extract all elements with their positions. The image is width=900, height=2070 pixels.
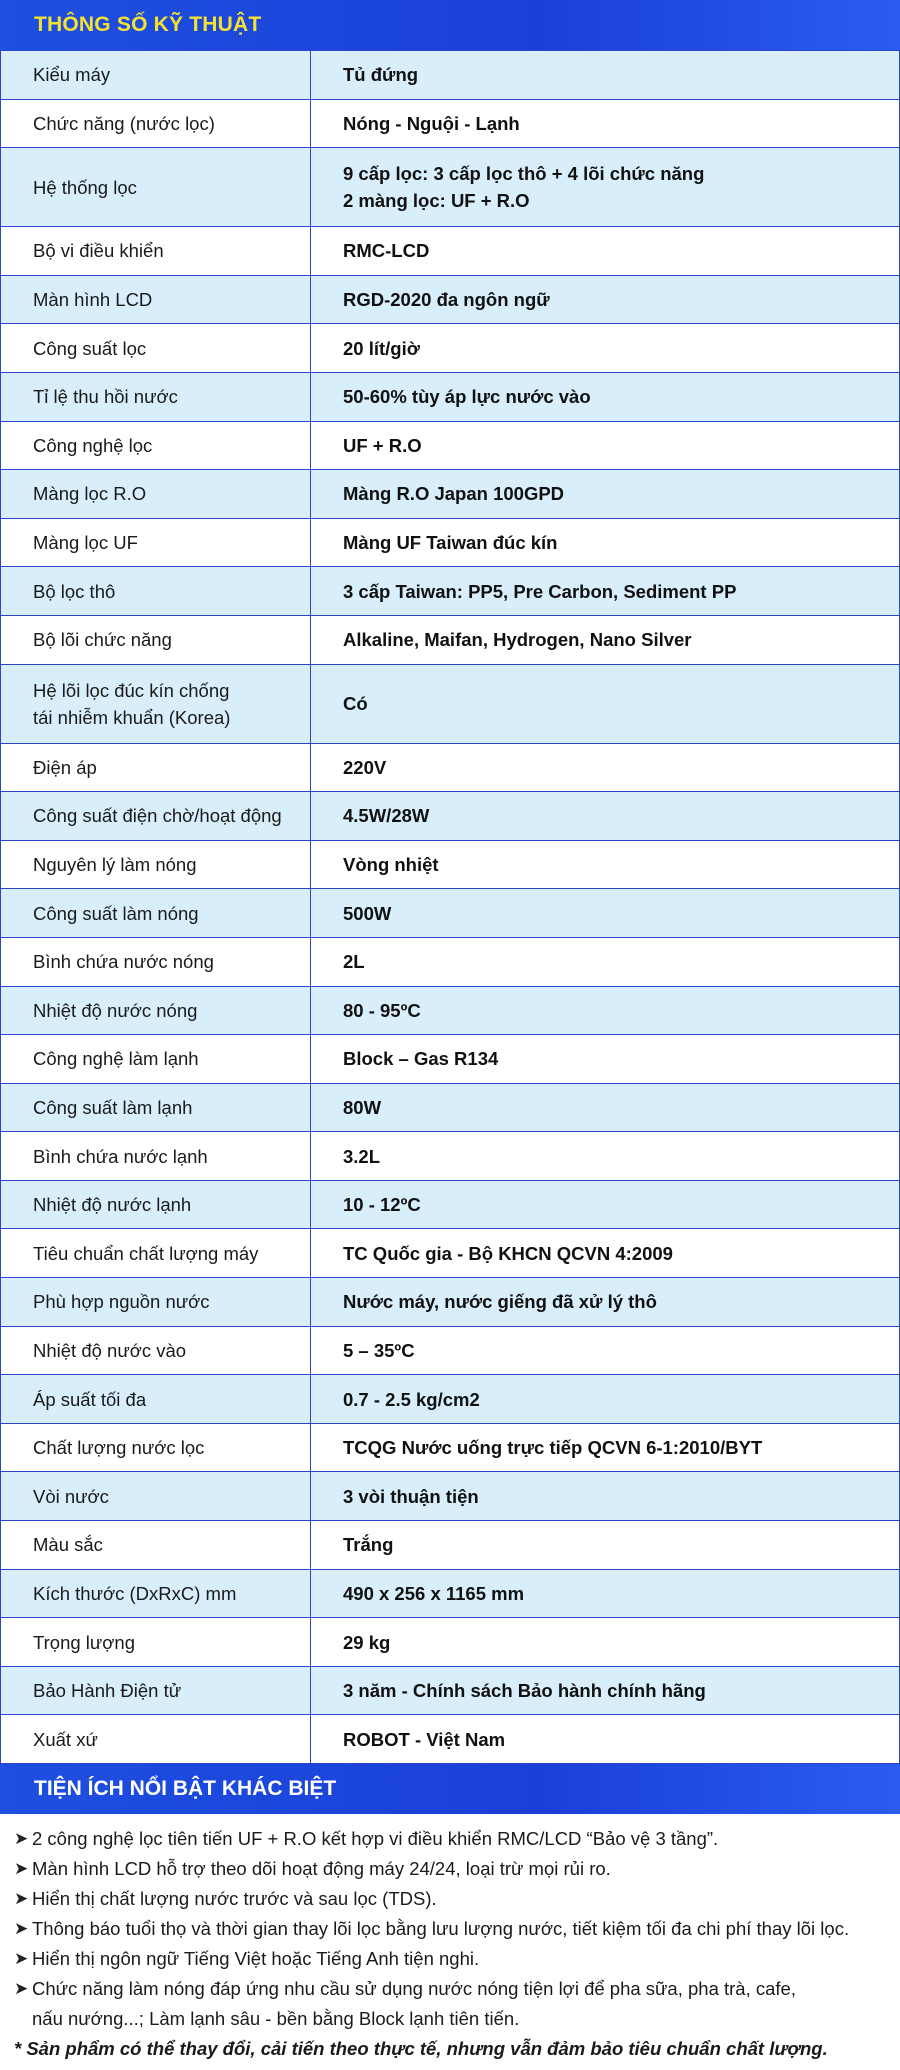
spec-label: Màng lọc UF — [1, 518, 311, 567]
feature-text: Chức năng làm nóng đáp ứng nhu cầu sử dụng nước nóng tiện lợi để pha sữa, pha trà, cafe, — [32, 1978, 796, 1999]
spec-row — [1, 743, 900, 792]
spec-row — [1, 1375, 900, 1424]
spec-label-line: Hệ lõi lọc đúc kín chống — [33, 679, 230, 701]
spec-label: Kiểu máy — [1, 51, 311, 100]
spec-label: Nhiệt độ nước lạnh — [1, 1180, 311, 1229]
spec-value: Có — [311, 664, 900, 743]
spec-value: 500W — [311, 889, 900, 938]
spec-label: Bộ lọc thô — [1, 567, 311, 616]
spec-value: Nước máy, nước giếng đã xử lý thô — [311, 1278, 900, 1327]
disclaimer-note: * Sản phẩm có thể thay đổi, cải tiến theo thực tế, nhưng vẫn đảm bảo tiêu chuẩn chất lượng. — [14, 2038, 828, 2059]
spec-row — [1, 518, 900, 567]
spec-value: Màng R.O Japan 100GPD — [311, 470, 900, 519]
spec-value: 4.5W/28W — [311, 792, 900, 841]
spec-value: Block – Gas R134 — [311, 1035, 900, 1084]
spec-label: Điện áp — [1, 743, 311, 792]
bullet-arrow-icon: ➤ — [14, 1889, 29, 1908]
spec-row — [1, 1229, 900, 1278]
spec-value: 2L — [311, 937, 900, 986]
feature-item — [14, 1974, 886, 2004]
spec-label: Áp suất tối đa — [1, 1375, 311, 1424]
spec-row — [1, 324, 900, 373]
spec-value: 3 vòi thuận tiện — [311, 1472, 900, 1521]
spec-row — [1, 1132, 900, 1181]
spec-value-line: 9 cấp lọc: 3 cấp lọc thô + 4 lõi chức năng — [343, 163, 705, 185]
spec-row — [1, 937, 900, 986]
feature-item — [14, 1854, 886, 1884]
spec-value: 5 – 35ºC — [311, 1326, 900, 1375]
spec-row — [1, 227, 900, 276]
spec-row — [1, 1326, 900, 1375]
spec-row — [1, 421, 900, 470]
spec-value: 80 - 95ºC — [311, 986, 900, 1035]
spec-table-body — [1, 51, 900, 1764]
spec-value: TCQG Nước uống trực tiếp QCVN 6-1:2010/BYT — [311, 1423, 900, 1472]
spec-value: 0.7 - 2.5 kg/cm2 — [311, 1375, 900, 1424]
feature-text: Hiển thị ngôn ngữ Tiếng Việt hoặc Tiếng Anh tiện nghi. — [32, 1948, 480, 1969]
spec-row — [1, 1618, 900, 1667]
spec-value: 490 x 256 x 1165 mm — [311, 1569, 900, 1618]
feature-text: Màn hình LCD hỗ trợ theo dõi hoạt động máy 24/24, loại trừ mọi rủi ro. — [32, 1858, 611, 1879]
spec-label: Nhiệt độ nước nóng — [1, 986, 311, 1035]
spec-row — [1, 792, 900, 841]
bullet-arrow-icon: ➤ — [14, 1949, 29, 1968]
bullet-arrow-icon: ➤ — [14, 1859, 29, 1878]
spec-label: Bình chứa nước lạnh — [1, 1132, 311, 1181]
feature-item — [14, 1914, 886, 1944]
spec-table — [0, 50, 900, 1764]
spec-row — [1, 1278, 900, 1327]
spec-row — [1, 986, 900, 1035]
spec-value: Nóng - Nguội - Lạnh — [311, 99, 900, 148]
spec-row — [1, 840, 900, 889]
spec-label — [1, 664, 311, 743]
features-section-title: TIỆN ÍCH NỔI BẬT KHÁC BIỆT — [0, 1764, 900, 1814]
spec-label: Công suất làm nóng — [1, 889, 311, 938]
spec-value: 3 cấp Taiwan: PP5, Pre Carbon, Sediment PP — [311, 567, 900, 616]
feature-item — [14, 1884, 886, 1914]
spec-value: Tủ đứng — [311, 51, 900, 100]
spec-row — [1, 1423, 900, 1472]
spec-label: Bình chứa nước nóng — [1, 937, 311, 986]
spec-row — [1, 664, 900, 743]
spec-label: Nhiệt độ nước vào — [1, 1326, 311, 1375]
spec-row — [1, 567, 900, 616]
feature-text: Thông báo tuổi thọ và thời gian thay lõi lọc bằng lưu lượng nước, tiết kiệm tối đa chi phí thay lõi lọc. — [32, 1918, 850, 1939]
bullet-arrow-icon: ➤ — [14, 1919, 29, 1938]
spec-label: Công suất làm lạnh — [1, 1083, 311, 1132]
spec-value: ROBOT - Việt Nam — [311, 1715, 900, 1764]
spec-label: Công suất điện chờ/hoạt động — [1, 792, 311, 841]
spec-row — [1, 1715, 900, 1764]
spec-row — [1, 1521, 900, 1570]
spec-value: 10 - 12ºC — [311, 1180, 900, 1229]
feature-text: 2 công nghệ lọc tiên tiến UF + R.O kết hợp vi điều khiển RMC/LCD “Bảo vệ 3 tầng”. — [32, 1828, 719, 1849]
feature-item — [14, 1944, 886, 1974]
spec-row — [1, 148, 900, 227]
spec-label: Trọng lượng — [1, 1618, 311, 1667]
spec-value: 80W — [311, 1083, 900, 1132]
spec-row — [1, 1666, 900, 1715]
spec-value: Màng UF Taiwan đúc kín — [311, 518, 900, 567]
spec-row — [1, 1472, 900, 1521]
spec-label: Tiêu chuẩn chất lượng máy — [1, 1229, 311, 1278]
spec-label: Bộ lõi chức năng — [1, 615, 311, 664]
spec-label: Vòi nước — [1, 1472, 311, 1521]
spec-label: Kích thước (DxRxC) mm — [1, 1569, 311, 1618]
feature-text: nấu nướng...; Làm lạnh sâu - bền bằng Block lạnh tiên tiến. — [32, 2008, 520, 2029]
spec-value: RMC-LCD — [311, 227, 900, 276]
spec-label: Chức năng (nước lọc) — [1, 99, 311, 148]
feature-text: Hiển thị chất lượng nước trước và sau lọc (TDS). — [32, 1888, 437, 1909]
spec-label: Xuất xứ — [1, 1715, 311, 1764]
spec-row — [1, 470, 900, 519]
spec-value: TC Quốc gia - Bộ KHCN QCVN 4:2009 — [311, 1229, 900, 1278]
spec-row — [1, 99, 900, 148]
spec-label: Hệ thống lọc — [1, 148, 311, 227]
spec-row — [1, 1569, 900, 1618]
spec-row — [1, 889, 900, 938]
spec-value: UF + R.O — [311, 421, 900, 470]
spec-label: Phù hợp nguồn nước — [1, 1278, 311, 1327]
spec-value: 29 kg — [311, 1618, 900, 1667]
spec-label: Màu sắc — [1, 1521, 311, 1570]
features-list — [0, 1814, 900, 2064]
spec-value: 3.2L — [311, 1132, 900, 1181]
spec-value: 20 lít/giờ — [311, 324, 900, 373]
spec-label: Màn hình LCD — [1, 275, 311, 324]
spec-label: Bảo Hành Điện tử — [1, 1666, 311, 1715]
spec-label: Công nghệ làm lạnh — [1, 1035, 311, 1084]
spec-value: Alkaline, Maifan, Hydrogen, Nano Silver — [311, 615, 900, 664]
spec-label: Tỉ lệ thu hồi nước — [1, 372, 311, 421]
spec-label: Nguyên lý làm nóng — [1, 840, 311, 889]
bullet-arrow-icon: ➤ — [14, 1829, 29, 1848]
spec-row — [1, 51, 900, 100]
feature-item — [14, 1824, 886, 1854]
spec-row — [1, 275, 900, 324]
spec-value: Vòng nhiệt — [311, 840, 900, 889]
spec-value: RGD-2020 đa ngôn ngữ — [311, 275, 900, 324]
spec-value-line: 2 màng lọc: UF + R.O — [343, 190, 530, 212]
spec-label: Công nghệ lọc — [1, 421, 311, 470]
spec-value: 220V — [311, 743, 900, 792]
spec-row — [1, 372, 900, 421]
spec-label: Chất lượng nước lọc — [1, 1423, 311, 1472]
spec-value: 3 năm - Chính sách Bảo hành chính hãng — [311, 1666, 900, 1715]
spec-label-line: tái nhiễm khuẩn (Korea) — [33, 706, 231, 728]
spec-section-title: THÔNG SỐ KỸ THUẬT — [0, 0, 900, 50]
spec-value — [311, 148, 900, 227]
spec-row — [1, 615, 900, 664]
bullet-arrow-icon: ➤ — [14, 1979, 29, 1998]
feature-item — [14, 2004, 886, 2034]
spec-row — [1, 1083, 900, 1132]
spec-value: 50-60% tùy áp lực nước vào — [311, 372, 900, 421]
spec-row — [1, 1035, 900, 1084]
spec-label: Bộ vi điều khiển — [1, 227, 311, 276]
spec-label: Công suất lọc — [1, 324, 311, 373]
spec-row — [1, 1180, 900, 1229]
spec-value: Trắng — [311, 1521, 900, 1570]
spec-label: Màng lọc R.O — [1, 470, 311, 519]
